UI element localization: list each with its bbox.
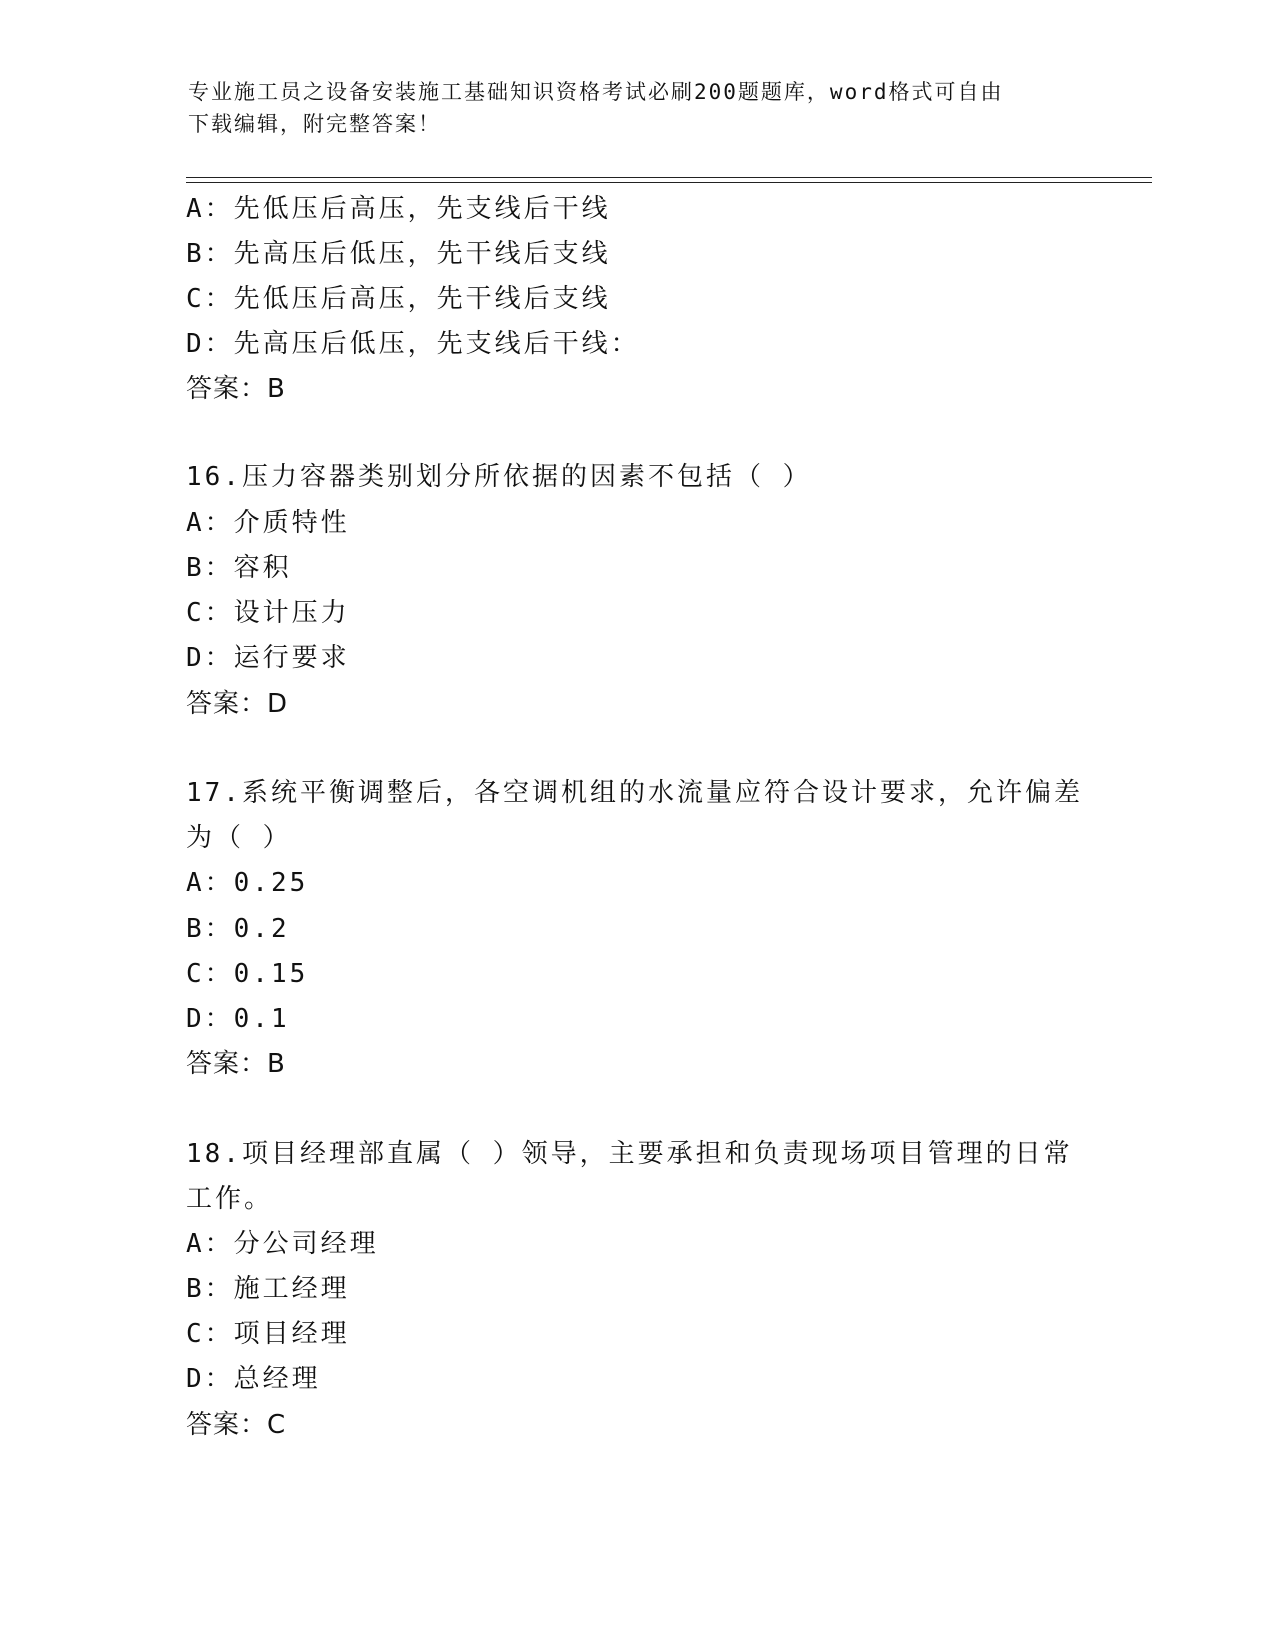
- answer-label: 答案：C: [186, 1410, 287, 1440]
- option-d: D：运行要求: [186, 643, 350, 673]
- option-d: D：先高压后低压，先支线后干线：: [186, 329, 640, 359]
- question-18-stem-line1: 18.项目经理部直属（ ）领导，主要承担和负责现场项目管理的日常: [186, 1139, 1073, 1169]
- option-a: A：先低压后高压，先支线后干线: [186, 194, 611, 224]
- option-b: B：容积: [186, 553, 292, 583]
- option-d: D：总经理: [186, 1364, 321, 1394]
- question-16-stem: 16.压力容器类别划分所依据的因素不包括（ ）: [186, 462, 812, 492]
- answer-label: 答案：B: [186, 374, 286, 404]
- option-a: A：分公司经理: [186, 1229, 379, 1259]
- answer-label: 答案：B: [186, 1049, 286, 1079]
- option-d: D：0.1: [186, 1004, 290, 1034]
- option-c: C：0.15: [186, 959, 309, 989]
- answer-label: 答案：D: [186, 689, 289, 719]
- question-17-stem-line2: 为（ ）: [186, 823, 292, 853]
- option-c: C：先低压后高压，先干线后支线: [186, 284, 611, 314]
- option-b: B：施工经理: [186, 1274, 350, 1304]
- option-a: A：介质特性: [186, 508, 350, 538]
- header-title-line2: 下载编辑，附完整答案！: [188, 112, 441, 136]
- option-b: B：先高压后低压，先干线后支线: [186, 239, 611, 269]
- header-title-line1: 专业施工员之设备安装施工基础知识资格考试必刷200题题库，word格式可自由: [188, 80, 1004, 104]
- question-18-stem-line2: 工作。: [186, 1184, 274, 1214]
- option-b: B：0.2: [186, 914, 290, 944]
- option-c: C：项目经理: [186, 1319, 350, 1349]
- option-c: C：设计压力: [186, 598, 350, 628]
- header-divider-top: [186, 177, 1152, 178]
- question-17-stem-line1: 17.系统平衡调整后，各空调机组的水流量应符合设计要求，允许偏差: [186, 778, 1083, 808]
- option-a: A：0.25: [186, 868, 309, 898]
- header-divider-bottom: [186, 182, 1152, 183]
- document-header: [188, 76, 1078, 140]
